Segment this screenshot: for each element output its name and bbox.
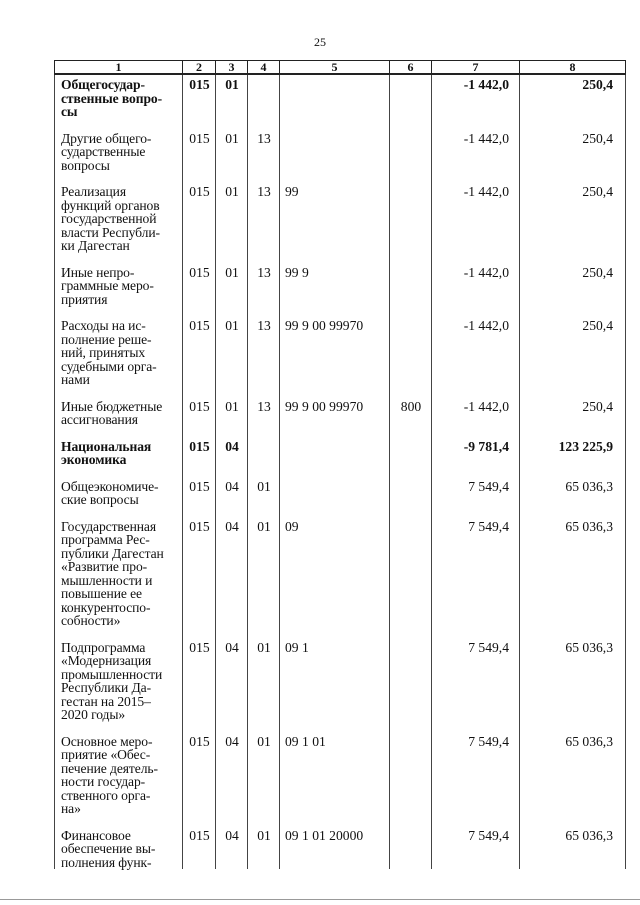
table-row [55,628,626,722]
subsection-code-cell: 01 [248,507,280,628]
amount-total-cell: 65 036,3 [520,507,626,628]
amount-change-cell: -1 442,0 [432,172,520,253]
row-name-cell: Иные непро- граммные меро- приятия [55,253,183,307]
admin-code-cell: 015 [183,816,216,870]
table-row [55,507,626,628]
section-code-cell: 04 [216,722,248,816]
row-name-cell: Основное меро- приятие «Обес- печение деятель- ности государ- ственного орга- на» [55,722,183,816]
amount-total-cell: 123 225,9 [520,427,626,467]
section-code-cell: 01 [216,306,248,387]
target-item-cell: 99 [280,172,390,253]
target-item-cell: 09 1 01 [280,722,390,816]
expense-type-cell [390,74,432,119]
expense-type-cell [390,816,432,870]
page-number: 25 [314,35,326,49]
expense-type-cell [390,253,432,307]
amount-total-cell: 250,4 [520,306,626,387]
admin-code-cell: 015 [183,427,216,467]
column-header: 1 [55,61,183,75]
amount-change-cell: -1 442,0 [432,387,520,427]
expense-type-cell [390,427,432,467]
admin-code-cell: 015 [183,306,216,387]
target-item-cell [280,74,390,119]
amount-change-cell: -1 442,0 [432,119,520,173]
table-row [55,74,626,119]
expense-type-cell [390,306,432,387]
table-row [55,387,626,427]
section-code-cell: 01 [216,387,248,427]
admin-code-cell: 015 [183,74,216,119]
table-row [55,172,626,253]
table-row [55,427,626,467]
section-code-cell: 04 [216,507,248,628]
target-item-cell [280,467,390,507]
section-code-cell: 01 [216,172,248,253]
expense-type-cell [390,722,432,816]
page-bottom-divider [0,899,640,900]
table-row [55,816,626,870]
admin-code-cell: 015 [183,507,216,628]
row-name-cell: Финансовое обеспечение вы- полнения функ- [55,816,183,870]
section-code-cell: 04 [216,467,248,507]
target-item-cell: 09 1 [280,628,390,722]
table-row [55,722,626,816]
amount-change-cell: 7 549,4 [432,816,520,870]
admin-code-cell: 015 [183,119,216,173]
target-item-cell [280,427,390,467]
amount-change-cell: -9 781,4 [432,427,520,467]
budget-table [54,60,626,869]
amount-total-cell: 65 036,3 [520,816,626,870]
column-header: 4 [248,61,280,75]
subsection-code-cell [248,74,280,119]
target-item-cell: 09 1 01 20000 [280,816,390,870]
amount-change-cell: -1 442,0 [432,306,520,387]
section-code-cell: 04 [216,427,248,467]
amount-total-cell: 250,4 [520,119,626,173]
subsection-code-cell: 13 [248,119,280,173]
table-row [55,253,626,307]
admin-code-cell: 015 [183,253,216,307]
expense-type-cell [390,507,432,628]
admin-code-cell: 015 [183,722,216,816]
column-header: 6 [390,61,432,75]
column-header: 5 [280,61,390,75]
expense-type-cell [390,119,432,173]
section-code-cell: 01 [216,74,248,119]
subsection-code-cell: 01 [248,816,280,870]
amount-change-cell: -1 442,0 [432,253,520,307]
target-item-cell [280,119,390,173]
column-header: 8 [520,61,626,75]
row-name-cell: Другие общего- сударственные вопросы [55,119,183,173]
admin-code-cell: 015 [183,467,216,507]
amount-total-cell: 250,4 [520,387,626,427]
subsection-code-cell: 01 [248,467,280,507]
subsection-code-cell: 13 [248,387,280,427]
target-item-cell: 99 9 [280,253,390,307]
row-name-cell: Иные бюджетные ассигнования [55,387,183,427]
target-item-cell: 99 9 00 99970 [280,387,390,427]
subsection-code-cell: 01 [248,628,280,722]
target-item-cell: 09 [280,507,390,628]
subsection-code-cell: 01 [248,722,280,816]
subsection-code-cell: 13 [248,172,280,253]
row-name-cell: Подпрограмма «Модернизация промышленности Республики Да- гестан на 2015– 2020 годы» [55,628,183,722]
amount-total-cell: 65 036,3 [520,628,626,722]
row-name-cell: Общеэкономиче- ские вопросы [55,467,183,507]
subsection-code-cell: 13 [248,253,280,307]
amount-total-cell: 65 036,3 [520,467,626,507]
column-header: 7 [432,61,520,75]
table-body [55,74,626,869]
table-row [55,467,626,507]
subsection-code-cell [248,427,280,467]
target-item-cell: 99 9 00 99970 [280,306,390,387]
amount-change-cell: 7 549,4 [432,628,520,722]
table-row [55,119,626,173]
section-code-cell: 01 [216,253,248,307]
expense-type-cell [390,628,432,722]
amount-total-cell: 65 036,3 [520,722,626,816]
amount-total-cell: 250,4 [520,253,626,307]
section-code-cell: 04 [216,816,248,870]
table-row [55,306,626,387]
amount-total-cell: 250,4 [520,172,626,253]
amount-change-cell: 7 549,4 [432,467,520,507]
expense-type-cell [390,172,432,253]
row-name-cell: Государственная программа Рес- публики Дагестан «Развитие про- мышленности и повышение ее конкурентоспо- собности» [55,507,183,628]
expense-type-cell [390,467,432,507]
row-name-cell: Реализация функций органов государственной власти Республи- ки Дагестан [55,172,183,253]
admin-code-cell: 015 [183,628,216,722]
row-name-cell: Расходы на ис- полнение реше- ний, принятых судебными орга- нами [55,306,183,387]
amount-change-cell: 7 549,4 [432,722,520,816]
row-name-cell: Национальная экономика [55,427,183,467]
admin-code-cell: 015 [183,172,216,253]
section-code-cell: 01 [216,119,248,173]
admin-code-cell: 015 [183,387,216,427]
expense-type-cell: 800 [390,387,432,427]
header-row [55,61,626,75]
amount-change-cell: 7 549,4 [432,507,520,628]
row-name-cell: Общегосудар- ственные вопро- сы [55,74,183,119]
column-header: 2 [183,61,216,75]
section-code-cell: 04 [216,628,248,722]
amount-total-cell: 250,4 [520,74,626,119]
column-header: 3 [216,61,248,75]
subsection-code-cell: 13 [248,306,280,387]
amount-change-cell: -1 442,0 [432,74,520,119]
